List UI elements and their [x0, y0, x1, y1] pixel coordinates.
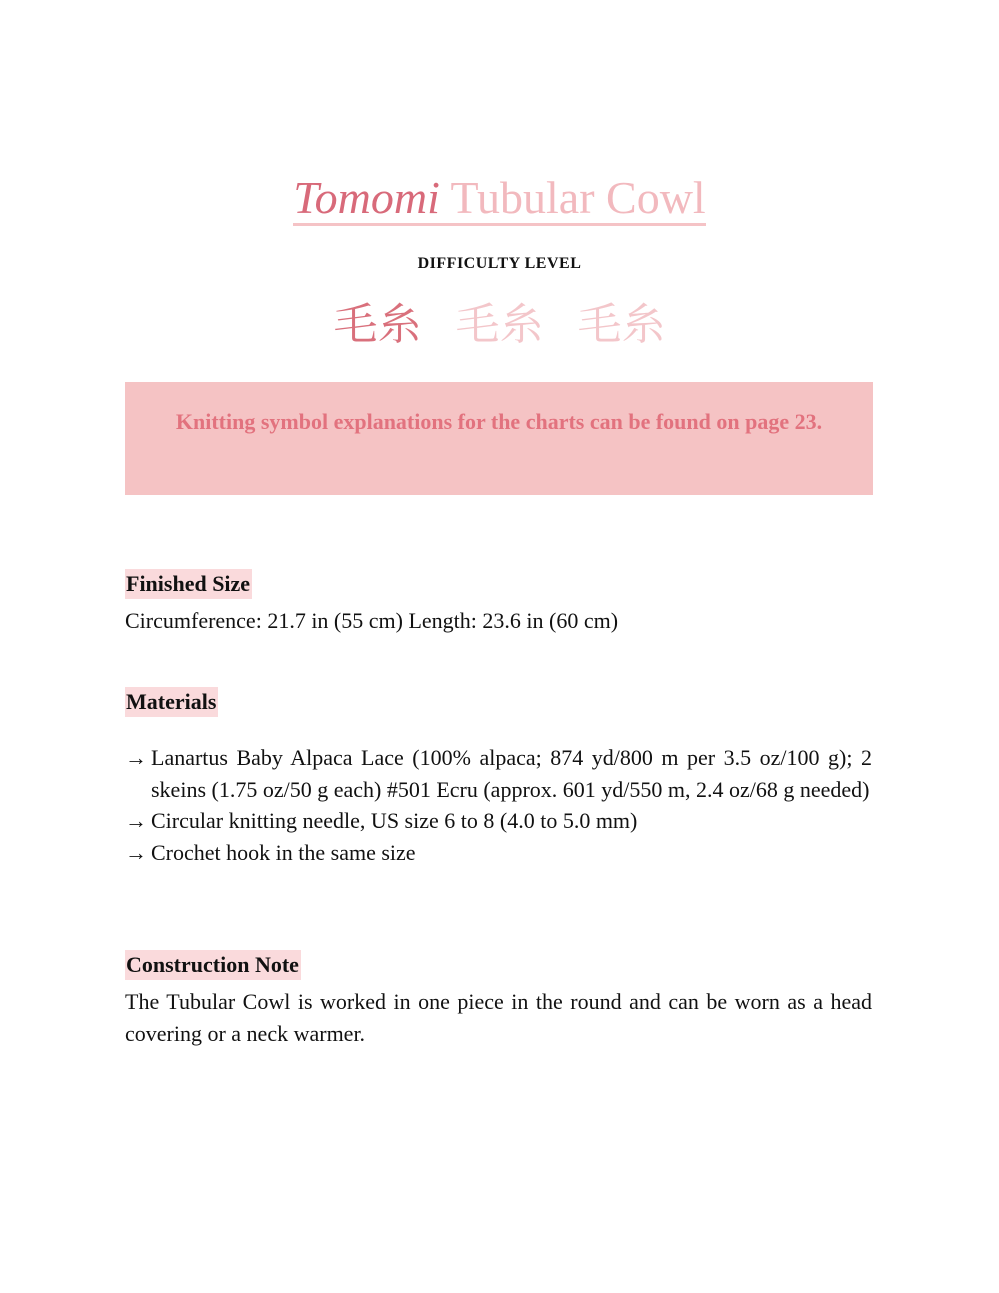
materials-list	[125, 742, 872, 868]
material-yarn: Lanartus Baby Alpaca Lace (100% alpaca; 874 yd/800 m per 3.5 oz/100 g); 2 skeins (1.75 oz/50 g each) #501 Ecru (approx. 601 yd/550 m, 2.4 oz/68 g needed)	[151, 745, 872, 802]
chart-symbols-note-text: Knitting symbol explanations for the charts can be found on page 23.	[175, 409, 823, 434]
pattern-title-underlined	[293, 173, 705, 226]
pattern-title-name: Tomomi	[293, 172, 440, 223]
chart-symbols-note	[125, 382, 873, 495]
difficulty-rating	[0, 296, 999, 354]
arrow-icon: →	[125, 745, 147, 770]
construction-note-heading: Construction Note	[125, 950, 301, 980]
list-item	[125, 805, 872, 837]
arrow-icon: →	[125, 808, 147, 833]
yarn-icon-filled: 毛糸	[333, 299, 422, 350]
list-item	[125, 742, 872, 805]
arrow-icon: →	[125, 839, 147, 865]
yarn-icon-empty: 毛糸	[577, 299, 666, 350]
list-item	[125, 837, 872, 869]
finished-size-text: Circumference: 21.7 in (55 cm) Length: 23.6 in (60 cm)	[125, 608, 619, 633]
materials-heading: Materials	[125, 687, 218, 717]
construction-note-text: The Tubular Cowl is worked in one piece in the round and can be worn as a head covering or a neck warmer.	[125, 989, 872, 1046]
material-needle: Circular knitting needle, US size 6 to 8 (4.0 to 5.0 mm)	[151, 808, 638, 833]
pattern-title	[0, 170, 999, 226]
difficulty-label: DIFFICULTY LEVEL	[417, 255, 582, 272]
finished-size-heading: Finished Size	[125, 569, 252, 599]
material-hook: Crochet hook in the same size	[151, 839, 416, 865]
yarn-icon-empty: 毛糸	[455, 299, 544, 350]
pattern-title-rest: Tubular Cowl	[439, 172, 706, 223]
